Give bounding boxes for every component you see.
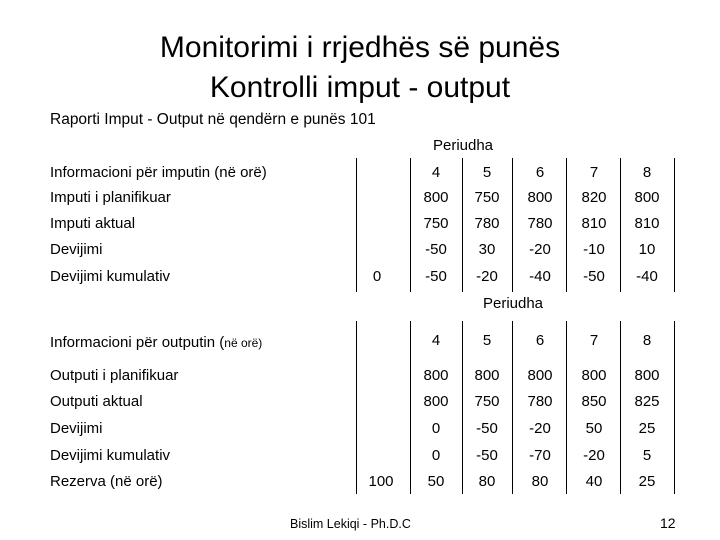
period-header: 8 — [642, 332, 652, 349]
initial-value: 100 — [368, 473, 394, 490]
table-cell: 800 — [634, 189, 660, 206]
table-cell: 800 — [581, 367, 607, 384]
table-grid-line — [512, 158, 513, 292]
table-cell: 10 — [638, 241, 656, 258]
table-grid-line — [356, 158, 357, 292]
table-cell: -20 — [529, 420, 551, 437]
table-cell: 800 — [423, 393, 449, 410]
period-header: 7 — [589, 164, 599, 181]
table-cell: 750 — [423, 215, 449, 232]
table-cell: 810 — [581, 215, 607, 232]
table-grid-line — [674, 158, 675, 292]
table-cell: -70 — [529, 447, 551, 464]
table-cell: 820 — [581, 189, 607, 206]
row-label: Rezerva (në orë) — [50, 473, 163, 490]
period-header: 6 — [535, 332, 545, 349]
table-cell: 800 — [527, 189, 553, 206]
table-cell: 30 — [478, 241, 496, 258]
row-label: Devijimi — [50, 241, 103, 258]
table-cell: 40 — [585, 473, 603, 490]
table-cell: 750 — [474, 189, 500, 206]
table-cell: 750 — [474, 393, 500, 410]
output-header-label: Informacioni për outputin (në orë) — [50, 334, 263, 351]
initial-value: 0 — [372, 268, 382, 285]
table-cell: -50 — [583, 268, 605, 285]
table-grid-line — [566, 321, 567, 494]
output-period-label: Periudha — [482, 295, 544, 312]
table-grid-line — [512, 321, 513, 494]
period-header: 8 — [642, 164, 652, 181]
table-cell: 850 — [581, 393, 607, 410]
table-grid-line — [674, 321, 675, 494]
table-cell: 50 — [427, 473, 445, 490]
table-cell: 810 — [634, 215, 660, 232]
input-header-label: Informacioni për imputin (në orë) — [50, 164, 267, 181]
table-cell: 80 — [478, 473, 496, 490]
table-grid-line — [410, 321, 411, 494]
table-cell: -20 — [529, 241, 551, 258]
slide-subtitle: Kontrolli imput - output — [209, 71, 511, 104]
table-cell: 800 — [423, 189, 449, 206]
table-cell: 825 — [634, 393, 660, 410]
row-label: Imputi i planifikuar — [50, 189, 171, 206]
table-cell: 25 — [638, 420, 656, 437]
table-grid-line — [462, 158, 463, 292]
table-grid-line — [462, 321, 463, 494]
table-cell: 0 — [431, 420, 441, 437]
table-cell: -50 — [425, 241, 447, 258]
table-cell: 780 — [527, 215, 553, 232]
table-cell: 780 — [474, 215, 500, 232]
row-label: Outputi i planifikuar — [50, 367, 179, 384]
input-period-label: Periudha — [432, 137, 494, 154]
report-title: Raporti Imput - Output në qendërn e punës 101 — [50, 111, 376, 128]
table-cell: 50 — [585, 420, 603, 437]
row-label: Devijimi — [50, 420, 103, 437]
table-cell: 800 — [423, 367, 449, 384]
table-cell: 5 — [642, 447, 652, 464]
table-cell: 800 — [474, 367, 500, 384]
period-header: 7 — [589, 332, 599, 349]
table-grid-line — [620, 321, 621, 494]
table-grid-line — [356, 321, 357, 494]
row-label: Devijimi kumulativ — [50, 268, 171, 285]
table-cell: 25 — [638, 473, 656, 490]
table-cell: -20 — [476, 268, 498, 285]
table-grid-line — [410, 158, 411, 292]
period-header: 5 — [482, 164, 492, 181]
period-header: 6 — [535, 164, 545, 181]
period-header: 5 — [482, 332, 492, 349]
table-cell: -50 — [476, 420, 498, 437]
table-cell: 0 — [431, 447, 441, 464]
table-cell: -20 — [583, 447, 605, 464]
row-label: Imputi aktual — [50, 215, 136, 232]
footer-author: Bislim Lekiqi - Ph.D.C — [290, 517, 411, 531]
table-grid-line — [620, 158, 621, 292]
period-header: 4 — [431, 332, 441, 349]
row-label: Devijimi kumulativ — [50, 447, 171, 464]
table-cell: 80 — [531, 473, 549, 490]
table-grid-line — [566, 158, 567, 292]
table-cell: -50 — [476, 447, 498, 464]
table-cell: -10 — [583, 241, 605, 258]
table-cell: 800 — [634, 367, 660, 384]
page-number: 12 — [660, 515, 676, 531]
table-cell: 780 — [527, 393, 553, 410]
row-label: Outputi aktual — [50, 393, 143, 410]
table-cell: -40 — [529, 268, 551, 285]
table-cell: 800 — [527, 367, 553, 384]
table-cell: -50 — [425, 268, 447, 285]
slide-title: Monitorimi i rrjedhës së punës — [159, 31, 561, 64]
period-header: 4 — [431, 164, 441, 181]
table-cell: -40 — [636, 268, 658, 285]
